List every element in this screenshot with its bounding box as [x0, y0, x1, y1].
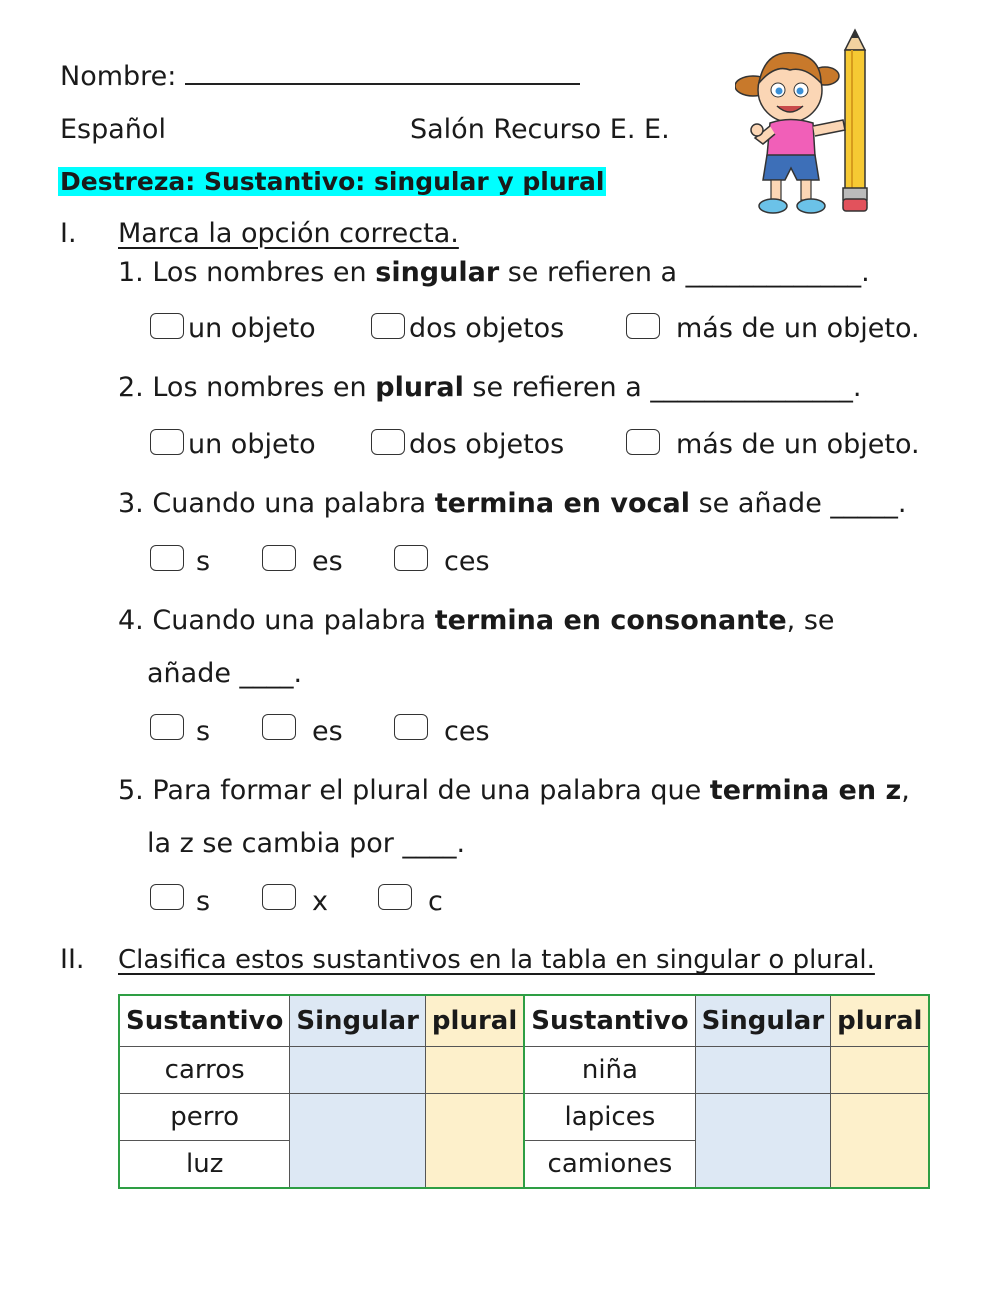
noun-cell-right: camiones [524, 1141, 695, 1189]
section2-instruction: Clasifica estos sustantivos en la tabla en singular o plural. [118, 945, 875, 975]
header-singular-left: Singular [290, 995, 426, 1047]
plural-drop-cell[interactable] [831, 1094, 930, 1189]
q2-option-2-label: dos objetos [409, 429, 565, 460]
singular-drop-cell[interactable] [695, 1047, 831, 1094]
subject-label: Español [60, 114, 166, 145]
q2-option-2-checkbox[interactable] [371, 429, 405, 455]
question-1 [118, 256, 870, 290]
q5-pre: Para formar el plural de una palabra que [152, 775, 710, 806]
header-sustantivo-left: Sustantivo [119, 995, 290, 1047]
q2-option-3-checkbox[interactable] [626, 429, 660, 455]
q2-bold: plural [375, 372, 464, 403]
q4-option-2-label: es [312, 716, 343, 747]
q3-option-3-checkbox[interactable] [394, 545, 428, 571]
noun-cell-right: lapices [524, 1094, 695, 1141]
section2-numeral: II. [60, 944, 85, 975]
q5-option-2-label: x [312, 886, 328, 917]
question-4 [118, 604, 835, 638]
header-plural-left: plural [425, 995, 524, 1047]
plural-drop-cell[interactable] [425, 1047, 524, 1094]
header-plural-right: plural [831, 995, 930, 1047]
q3-option-3-label: ces [444, 546, 490, 577]
section1-numeral: I. [60, 218, 77, 249]
q1-option-1-label: un objeto [188, 313, 316, 344]
q4-option-2-checkbox[interactable] [262, 714, 296, 740]
q1-post: se refieren a _____________. [499, 257, 870, 288]
room-label: Salón Recurso E. E. [410, 114, 670, 145]
q3-bold: termina en vocal [434, 488, 691, 519]
q3-num: 3. [118, 488, 144, 519]
q4-pre: Cuando una palabra [152, 605, 435, 636]
noun-cell-left: perro [119, 1094, 290, 1141]
table-row [119, 1094, 929, 1141]
q5-option-2-checkbox[interactable] [262, 884, 296, 910]
singular-drop-cell[interactable] [695, 1094, 831, 1189]
noun-cell-left: carros [119, 1047, 290, 1094]
q1-option-1-checkbox[interactable] [150, 313, 184, 339]
header-singular-right: Singular [695, 995, 831, 1047]
noun-cell-right: niña [524, 1047, 695, 1094]
plural-drop-cell[interactable] [831, 1047, 930, 1094]
q4-option-1-checkbox[interactable] [150, 714, 184, 740]
q4-num: 4. [118, 605, 144, 636]
table-row [119, 1047, 929, 1094]
nombre-label: Nombre: [60, 61, 177, 92]
q4-option-3-checkbox[interactable] [394, 714, 428, 740]
noun-cell-left: luz [119, 1141, 290, 1189]
q1-option-2-label: dos objetos [409, 313, 565, 344]
q2-option-1-checkbox[interactable] [150, 429, 184, 455]
q5-option-3-label: c [428, 886, 443, 917]
q4-option-1-label: s [196, 716, 211, 747]
question-2 [118, 371, 861, 405]
q3-option-2-checkbox[interactable] [262, 545, 296, 571]
nombre-input-line[interactable] [185, 61, 580, 85]
q2-num: 2. [118, 372, 144, 403]
girl-with-pencil-icon [735, 28, 885, 218]
q1-num: 1. [118, 257, 144, 288]
q2-post: se refieren a _______________. [463, 372, 862, 403]
q2-option-3-label: más de un objeto. [676, 429, 920, 460]
q5-line2: la z se cambia por ____. [147, 828, 466, 859]
q1-option-3-label: más de un objeto. [676, 313, 920, 344]
singular-drop-cell[interactable] [290, 1047, 426, 1094]
q1-pre: Los nombres en [152, 257, 376, 288]
q5-post: , [901, 775, 910, 806]
q3-pre: Cuando una palabra [152, 488, 435, 519]
q5-bold: termina en z [709, 775, 902, 806]
q4-bold: termina en consonante [434, 605, 787, 636]
q4-post: , se [786, 605, 835, 636]
header-sustantivo-right: Sustantivo [524, 995, 695, 1047]
q5-num: 5. [118, 775, 144, 806]
classification-table [118, 994, 930, 1189]
section1-instruction: Marca la opción correcta. [118, 218, 459, 249]
question-3 [118, 487, 906, 521]
q1-bold: singular [375, 257, 500, 288]
q3-option-1-label: s [196, 546, 211, 577]
q3-option-1-checkbox[interactable] [150, 545, 184, 571]
q5-option-1-label: s [196, 886, 211, 917]
q4-line2: añade ____. [147, 658, 303, 689]
q3-post: se añade _____. [690, 488, 907, 519]
q1-option-3-checkbox[interactable] [626, 313, 660, 339]
plural-drop-cell[interactable] [425, 1094, 524, 1189]
q2-option-1-label: un objeto [188, 429, 316, 460]
q3-option-2-label: es [312, 546, 343, 577]
q5-option-3-checkbox[interactable] [378, 884, 412, 910]
q2-pre: Los nombres en [152, 372, 376, 403]
nombre-row [60, 60, 580, 94]
question-5 [118, 774, 910, 808]
q5-option-1-checkbox[interactable] [150, 884, 184, 910]
q4-option-3-label: ces [444, 716, 490, 747]
table-header-row [119, 995, 929, 1047]
skill-title [58, 165, 606, 199]
skill-title-text: Destreza: Sustantivo: singular y plural [60, 167, 605, 196]
singular-drop-cell[interactable] [290, 1094, 426, 1189]
q1-option-2-checkbox[interactable] [371, 313, 405, 339]
